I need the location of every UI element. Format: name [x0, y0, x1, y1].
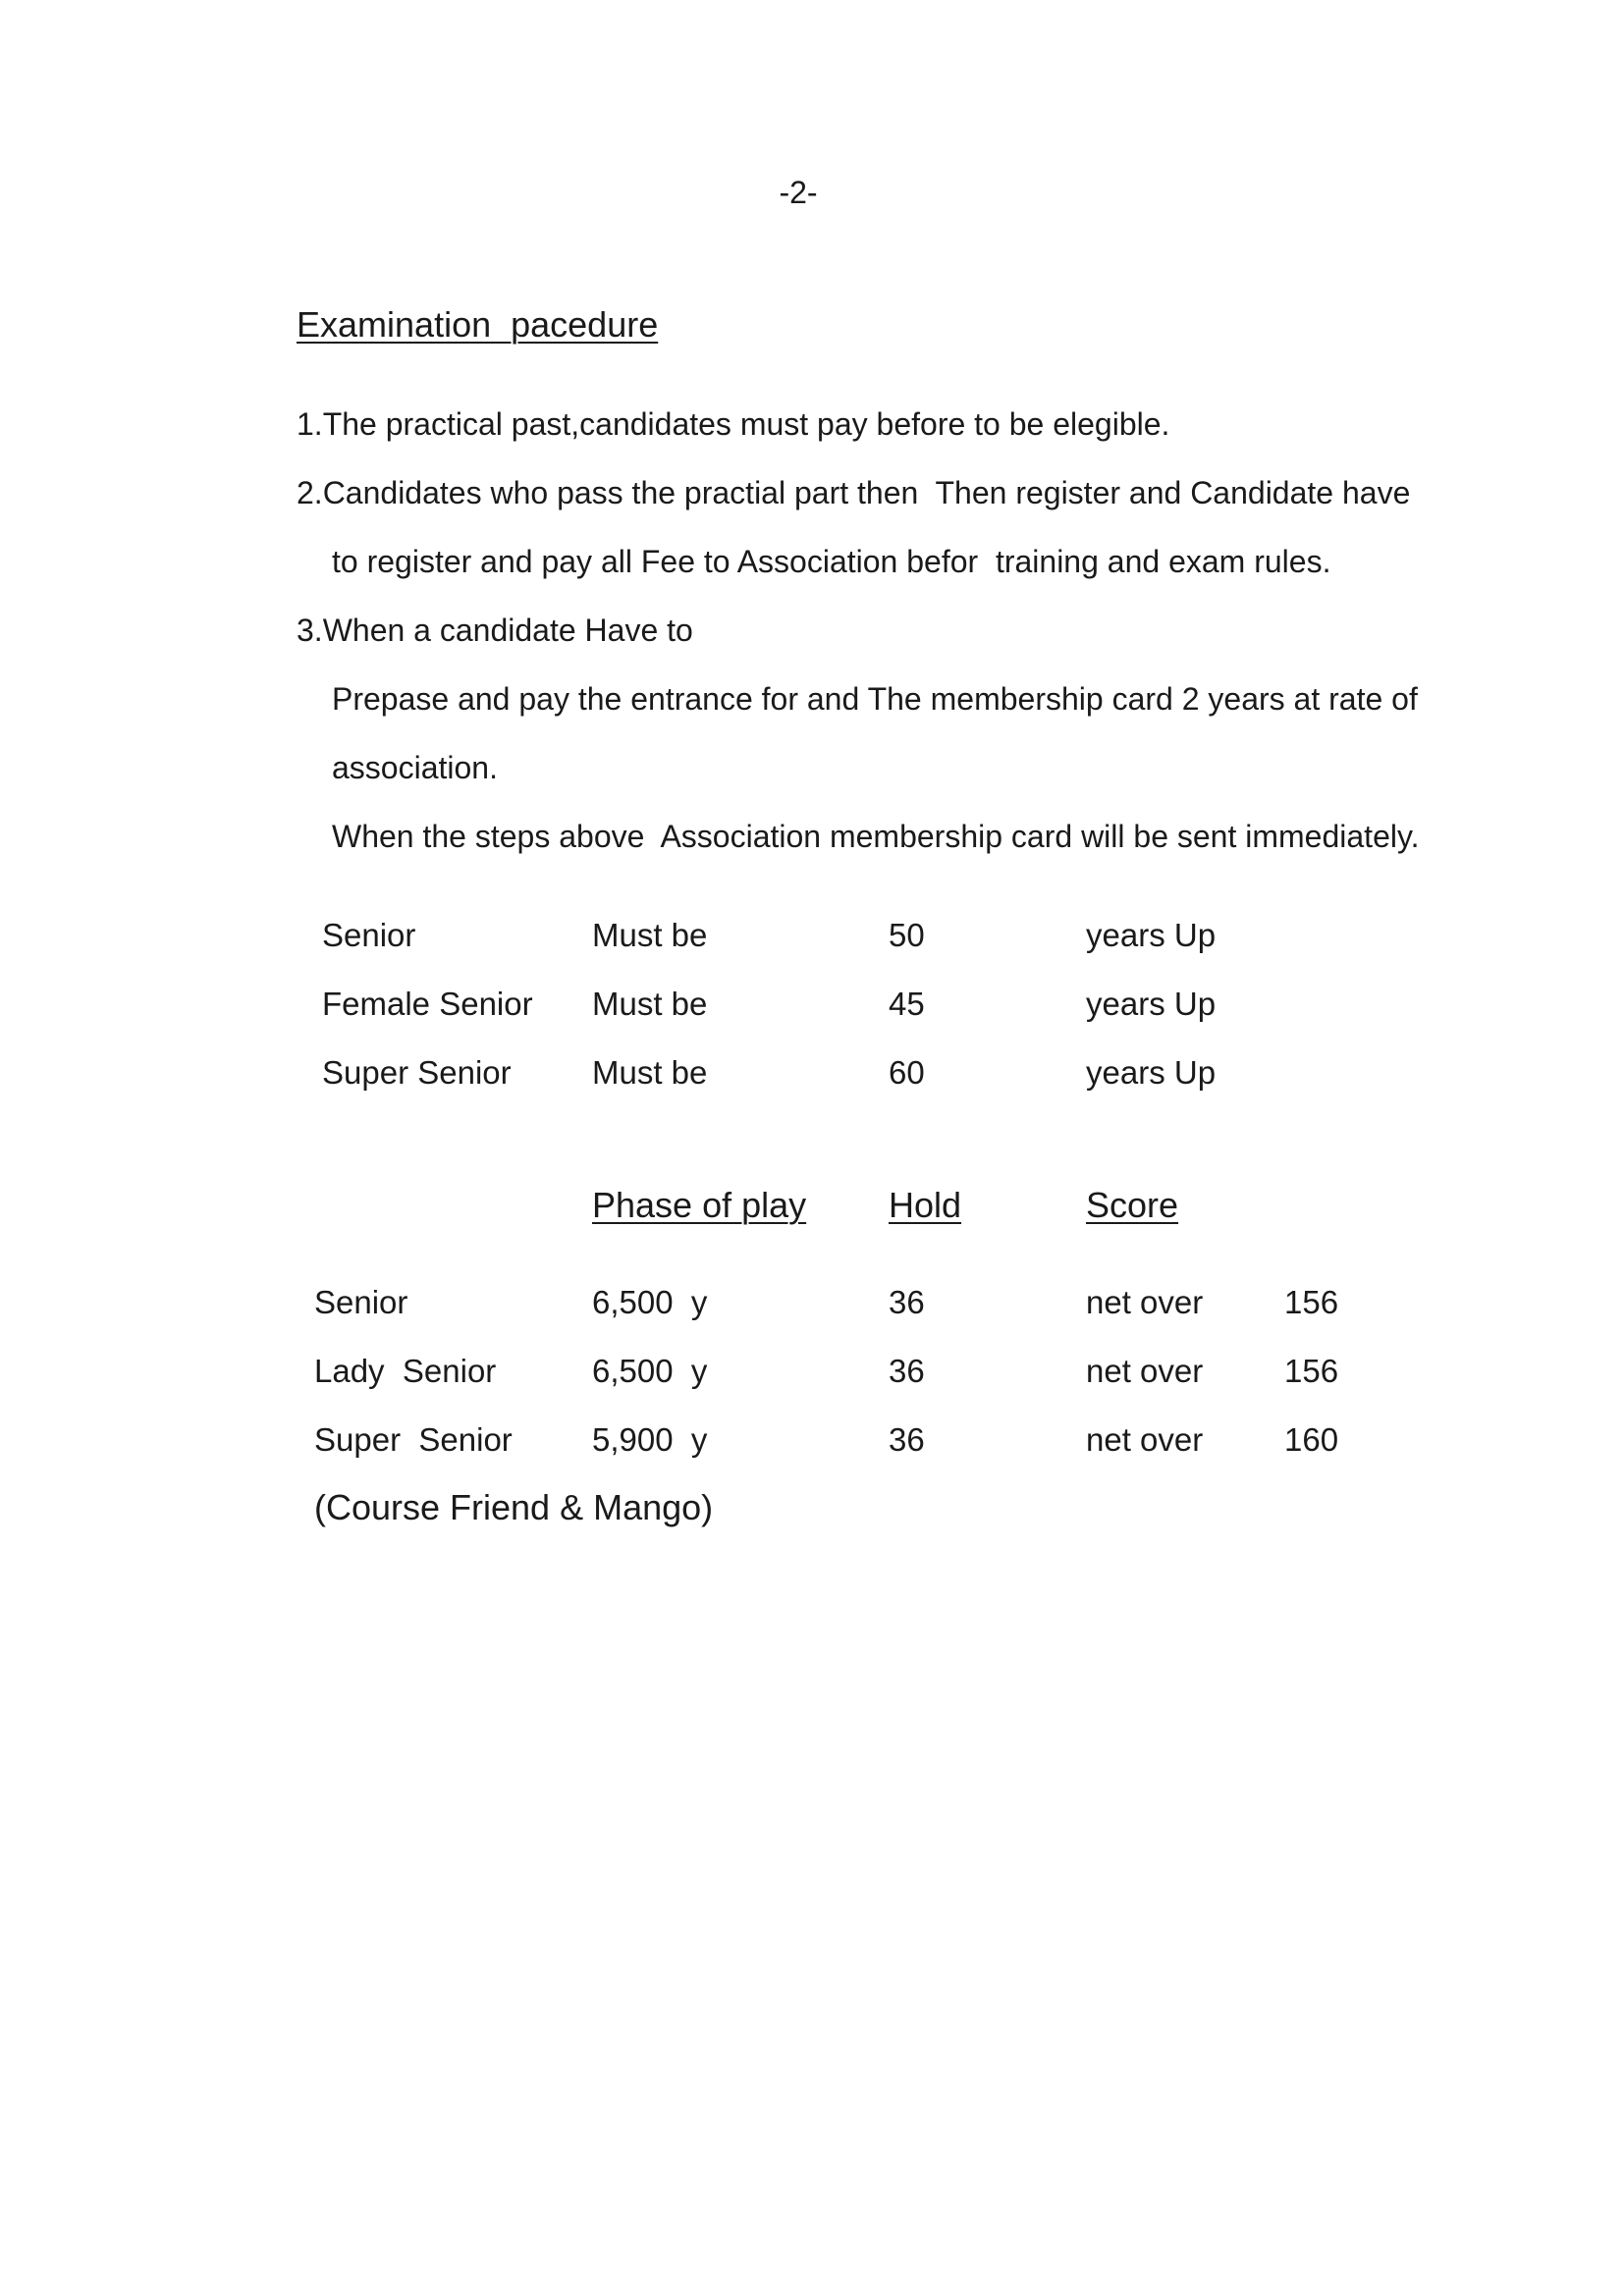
- row-condition: net over: [1086, 1421, 1204, 1458]
- column-header-hold: Hold: [889, 1185, 962, 1225]
- age-rule: Must be: [592, 1054, 708, 1091]
- paragraph-2-continued: to register and pay all Fee to Association befor training and exam rules.: [332, 544, 1331, 579]
- age-value: 50: [889, 917, 925, 953]
- column-header-score: Score: [1086, 1185, 1179, 1225]
- age-category: Female Senior: [322, 986, 533, 1022]
- age-category: Super Senior: [322, 1054, 512, 1091]
- row-category: Lady Senior: [314, 1353, 497, 1389]
- paragraph-2: 2.Candidates who pass the practial part then Then register and Candidate have: [297, 475, 1411, 510]
- paragraph-3-line-4: When the steps above Association membership card will be sent immediately.: [332, 819, 1420, 854]
- row-distance: 5,900 y: [592, 1421, 708, 1458]
- age-value: 45: [889, 986, 925, 1022]
- row-hold: 36: [889, 1353, 925, 1389]
- age-unit: years Up: [1086, 1054, 1217, 1091]
- paragraph-3: 3.When a candidate Have to: [297, 613, 693, 648]
- section-heading: Examination pacedure: [297, 304, 659, 345]
- age-rule: Must be: [592, 917, 708, 953]
- row-condition: net over: [1086, 1353, 1204, 1389]
- row-distance: 6,500 y: [592, 1353, 708, 1389]
- row-hold: 36: [889, 1284, 925, 1320]
- age-unit: years Up: [1086, 917, 1217, 953]
- row-score: 160: [1284, 1421, 1339, 1458]
- row-hold: 36: [889, 1421, 925, 1458]
- row-category: Super Senior: [314, 1421, 513, 1458]
- age-rule: Must be: [592, 986, 708, 1022]
- paragraph-3-line-2: Prepase and pay the entrance for and The membership card 2 years at rate of: [332, 681, 1418, 717]
- age-category: Senior: [322, 917, 416, 953]
- row-condition: net over: [1086, 1284, 1204, 1320]
- column-header-phase: Phase of play: [592, 1185, 807, 1225]
- footer-note: (Course Friend & Mango): [314, 1487, 714, 1527]
- age-unit: years Up: [1086, 986, 1217, 1022]
- row-category: Senior: [314, 1284, 408, 1320]
- row-score: 156: [1284, 1284, 1339, 1320]
- row-score: 156: [1284, 1353, 1339, 1389]
- row-distance: 6,500 y: [592, 1284, 708, 1320]
- page-number: -2-: [779, 175, 818, 210]
- age-value: 60: [889, 1054, 925, 1091]
- paragraph-1: 1.The practical past,candidates must pay before to be elegible.: [297, 406, 1170, 442]
- paragraph-3-line-3: association.: [332, 750, 498, 785]
